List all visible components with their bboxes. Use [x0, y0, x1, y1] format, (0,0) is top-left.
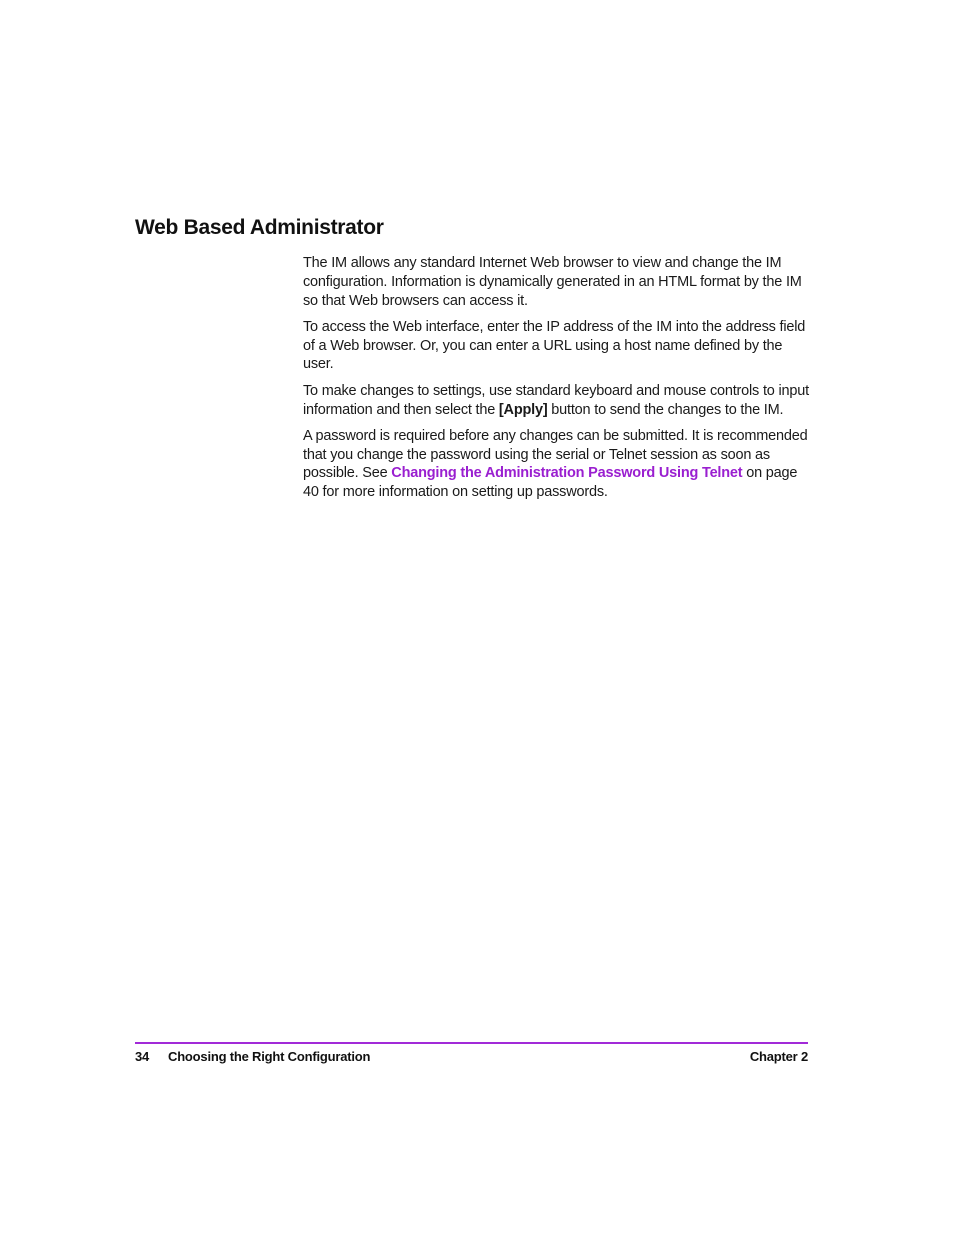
- paragraph-web-browser-access: The IM allows any standard Internet Web browser to view and change the IM configuration. Information is dynamically generated in an HTML format by the IM so that Web browsers can access it.: [303, 255, 802, 309]
- page-number: 34: [135, 1049, 150, 1064]
- page-footer: [135, 1049, 808, 1064]
- section-heading: Web Based Administrator: [135, 216, 384, 239]
- footer-divider: [135, 1042, 808, 1044]
- paragraph-web-interface-address: To access the Web interface, enter the IP address of the IM into the address field of a Web browser. Or, you can enter a URL using a host name defined by the user.: [303, 318, 806, 373]
- footer-chapter: Chapter 2: [749, 1049, 808, 1064]
- paragraph-apply-text-before: To make changes to settings, use standard keyboard and mouse controls to input information and then select the: [303, 382, 809, 418]
- paragraph-password-text-after: on page 40 for more information on setting up passwords.: [303, 465, 798, 501]
- change-admin-password-link[interactable]: Changing the Administration Password Using Telnet: [391, 465, 743, 482]
- paragraph-password-required: [303, 427, 813, 502]
- body-text: [303, 254, 813, 510]
- paragraph-apply-changes: [303, 382, 813, 420]
- paragraph-apply-text-after: button to send the changes to the IM.: [547, 401, 784, 418]
- apply-button-label: [Apply]: [498, 401, 548, 418]
- paragraph-password-text-before: A password is required before any changes can be submitted. It is recommended that you change the password using the serial or Telnet session as soon as possible. See: [303, 427, 808, 482]
- footer-section-title: Choosing the Right Configuration: [168, 1049, 371, 1064]
